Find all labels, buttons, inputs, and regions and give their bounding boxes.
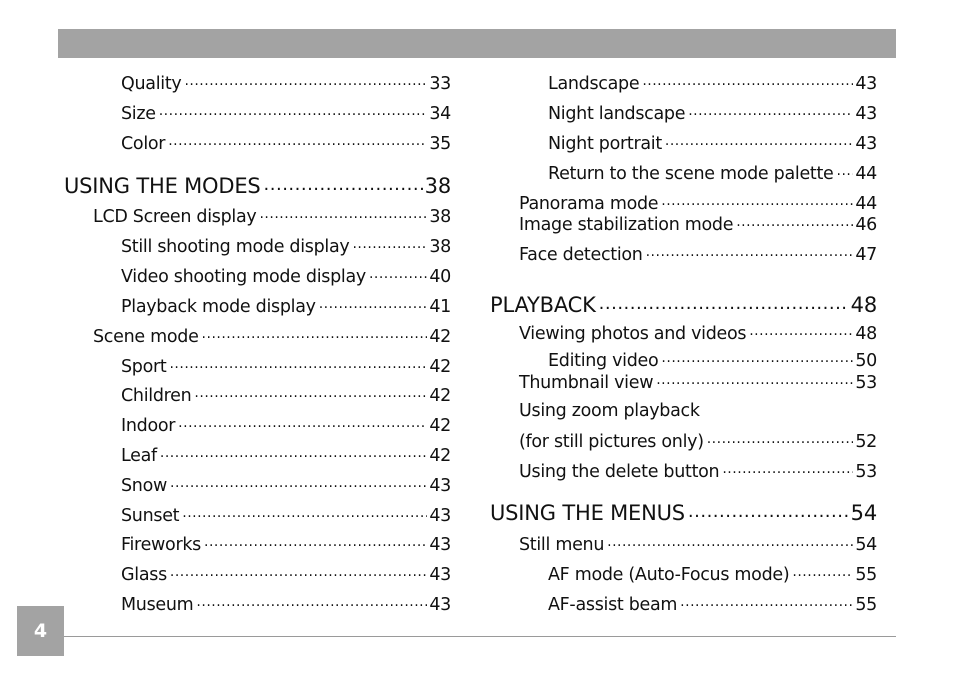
toc-label: Color (121, 133, 166, 154)
toc-label: Size (121, 103, 156, 124)
toc-page: 46 (855, 214, 877, 235)
toc-label: Indoor (121, 415, 176, 436)
toc-label: PLAYBACK (490, 293, 596, 317)
toc-page: 44 (855, 163, 877, 184)
leader-dots (749, 321, 853, 339)
toc-page: 43 (855, 73, 877, 94)
leader-dots (792, 562, 853, 580)
toc-entry-indoor[interactable] (121, 413, 451, 437)
leader-dots (707, 429, 854, 447)
toc-page: 47 (855, 244, 877, 265)
toc-page: 43 (429, 534, 451, 555)
leader-dots (259, 204, 427, 222)
leader-dots (665, 131, 853, 149)
toc-entry-still-shooting-mode-display[interactable] (121, 234, 451, 258)
leader-dots (599, 291, 849, 312)
toc-label: Fireworks (121, 534, 201, 555)
leader-dots (352, 234, 427, 252)
leader-dots (169, 354, 427, 372)
leader-dots (837, 161, 854, 179)
toc-entry-leaf[interactable] (121, 443, 451, 467)
toc-entry-sunset[interactable] (121, 503, 451, 527)
toc-entry-editing-video[interactable] (548, 348, 877, 372)
leader-dots (661, 191, 853, 209)
toc-page: 44 (855, 193, 877, 214)
toc-label: AF mode (Auto-Focus mode) (548, 564, 790, 585)
leader-dots (168, 131, 427, 149)
toc-label: Return to the scene mode palette (548, 163, 834, 184)
leader-dots (178, 413, 427, 431)
toc-entry-using-zoom-playback[interactable] (519, 399, 877, 423)
toc-entry-snow[interactable] (121, 473, 451, 497)
toc-page: 43 (429, 564, 451, 585)
leader-dots (646, 242, 854, 260)
toc-heading-playback[interactable] (490, 291, 877, 319)
leader-dots (184, 71, 427, 89)
toc-entry-return-to-scene-mode-palette[interactable] (548, 161, 877, 185)
toc-page: 50 (855, 350, 877, 371)
toc-page: 42 (429, 356, 451, 377)
toc-entry-landscape[interactable] (548, 71, 877, 95)
toc-entry-video-shooting-mode-display[interactable] (121, 264, 451, 288)
leader-dots (194, 383, 427, 401)
toc-label: Viewing photos and videos (519, 323, 747, 344)
leader-dots (182, 503, 427, 521)
leader-dots (204, 532, 427, 550)
toc-label: Children (121, 385, 192, 406)
toc-entry-night-landscape[interactable] (548, 101, 877, 125)
leader-dots (736, 212, 853, 230)
leader-dots (661, 348, 853, 366)
leader-dots (196, 592, 427, 610)
toc-page: 43 (855, 103, 877, 124)
toc-page: 43 (429, 505, 451, 526)
toc-page: 42 (429, 415, 451, 436)
toc-entry-museum[interactable] (121, 592, 451, 616)
toc-page: 42 (429, 385, 451, 406)
toc-entry-still-menu[interactable] (519, 532, 877, 556)
page-number: 4 (33, 620, 48, 642)
toc-label: Image stabilization mode (519, 214, 734, 235)
toc-label: Sport (121, 356, 167, 377)
toc-heading-using-the-modes[interactable] (64, 172, 451, 200)
leader-dots (170, 473, 427, 491)
toc-page: 54 (850, 501, 877, 525)
leader-dots (202, 324, 428, 342)
toc-entry-color[interactable] (121, 131, 451, 155)
page-number-badge (17, 606, 64, 656)
toc-label: AF-assist beam (548, 594, 678, 615)
toc-label: Using the delete button (519, 461, 720, 482)
toc-entry-glass[interactable] (121, 562, 451, 586)
toc-entry-sport[interactable] (121, 354, 451, 378)
toc-label: Thumbnail view (519, 372, 654, 393)
toc-entry-image-stabilization-mode[interactable] (519, 212, 877, 236)
toc-label: LCD Screen display (93, 206, 257, 227)
toc-entry-af-assist-beam[interactable] (548, 592, 877, 616)
toc-page: 48 (855, 323, 877, 344)
toc-page: 43 (855, 133, 877, 154)
toc-page: 53 (855, 372, 877, 393)
toc-page: 48 (850, 293, 877, 317)
toc-entry-playback-mode-display[interactable] (121, 294, 451, 318)
toc-page: 41 (429, 296, 451, 317)
leader-dots (369, 264, 427, 282)
toc-label: Museum (121, 594, 194, 615)
toc-entry-size[interactable] (121, 101, 451, 125)
toc-page: 43 (429, 475, 451, 496)
toc-label: USING THE MENUS (490, 501, 685, 525)
toc-label: Still menu (519, 534, 605, 555)
toc-entry-af-mode[interactable] (548, 562, 877, 586)
toc-label: Night landscape (548, 103, 686, 124)
toc-label: Night portrait (548, 133, 662, 154)
leader-dots (656, 370, 853, 388)
toc-entry-using-the-delete-button[interactable] (519, 459, 877, 483)
toc-entry-children[interactable] (121, 383, 451, 407)
toc-page: 55 (855, 594, 877, 615)
toc-label: Video shooting mode display (121, 266, 366, 287)
toc-label: Face detection (519, 244, 643, 265)
toc-entry-quality[interactable] (121, 71, 451, 95)
toc-entry-scene-mode[interactable] (93, 324, 451, 348)
toc-page: 42 (429, 326, 451, 347)
toc-label: Quality (121, 73, 182, 94)
toc-page: 54 (855, 534, 877, 555)
toc-label: Playback mode display (121, 296, 316, 317)
toc-label: Landscape (548, 73, 640, 94)
toc-page: 42 (429, 445, 451, 466)
toc-page: 35 (429, 133, 451, 154)
toc-label: Panorama mode (519, 193, 659, 214)
leader-dots (722, 459, 853, 477)
toc-page: 55 (855, 564, 877, 585)
toc-label: (for still pictures only) (519, 431, 704, 452)
toc-page: 53 (855, 461, 877, 482)
toc-label: USING THE MODES (64, 174, 261, 198)
toc-label: Editing video (548, 350, 659, 371)
toc-label: Using zoom playback (519, 401, 700, 421)
toc-page: 34 (429, 103, 451, 124)
toc-entry-face-detection[interactable] (519, 242, 877, 266)
leader-dots (160, 443, 427, 461)
toc-entry-viewing-photos-and-videos[interactable] (519, 321, 877, 345)
toc-entry-fireworks[interactable] (121, 532, 451, 556)
leader-dots (159, 101, 428, 119)
toc-page: 38 (429, 206, 451, 227)
toc-entry-night-portrait[interactable] (548, 131, 877, 155)
toc-page: 38 (424, 174, 451, 198)
leader-dots (642, 71, 853, 89)
toc-label: Sunset (121, 505, 180, 526)
toc-page: 33 (429, 73, 451, 94)
leader-dots (264, 172, 423, 193)
toc-heading-using-the-menus[interactable] (490, 499, 877, 527)
toc-entry-for-still-pictures-only[interactable] (519, 429, 877, 453)
toc-entry-thumbnail-view[interactable] (519, 370, 877, 394)
leader-dots (680, 592, 853, 610)
footer-divider (64, 636, 896, 637)
toc-page: 38 (429, 236, 451, 257)
toc-page: 43 (429, 594, 451, 615)
leader-dots (170, 562, 427, 580)
leader-dots (319, 294, 428, 312)
toc-label: Snow (121, 475, 168, 496)
toc-page: 52 (855, 431, 877, 452)
toc-entry-lcd-screen-display[interactable] (93, 204, 451, 228)
toc-label: Glass (121, 564, 167, 585)
leader-dots (607, 532, 853, 550)
leader-dots (688, 499, 849, 520)
toc-label: Leaf (121, 445, 157, 466)
toc-page: 40 (429, 266, 451, 287)
header-bar (58, 29, 896, 58)
toc-label: Still shooting mode display (121, 236, 350, 257)
leader-dots (688, 101, 853, 119)
toc-label: Scene mode (93, 326, 199, 347)
